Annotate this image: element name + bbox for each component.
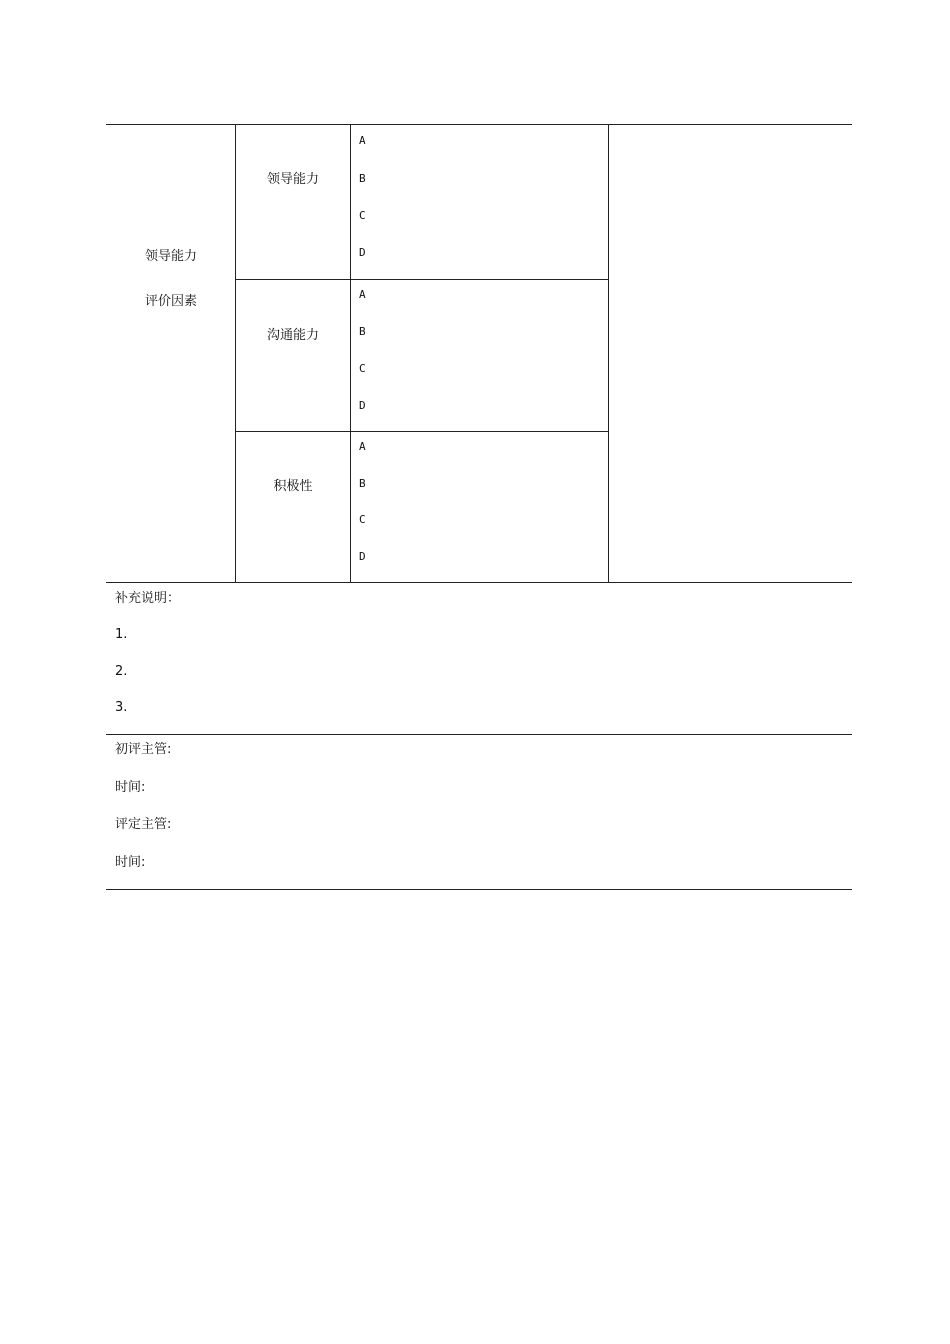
supplement-item: 3. [115,700,128,715]
supplement-heading: 补充说明： [115,591,181,606]
grade-option: A [359,440,366,453]
factor-name-leadership: 领导能力 [266,172,320,187]
time-label-1: 时间: [115,780,146,795]
grade-option: D [359,399,366,412]
grade-option: C [359,362,366,375]
grade-option: C [359,513,366,526]
grade-option: B [359,477,366,490]
grade-option: B [359,172,366,185]
grade-option: D [359,550,366,563]
supplement-item: 2. [115,664,128,679]
grade-option: D [359,246,366,259]
grade-option: B [359,325,366,338]
time-label-2: 时间: [115,855,146,870]
column-divider-1 [235,124,236,582]
category-label-line2: 评价因素 [144,294,198,309]
signature-bottom-border [106,889,852,890]
initial-supervisor-label: 初评主管: [115,742,172,757]
factor-name-initiative: 积极性 [273,479,313,494]
table-top-border [106,124,852,125]
grade-option: A [359,134,366,147]
row-divider-2 [236,431,608,432]
grade-option: C [359,209,366,222]
column-divider-3 [608,124,609,582]
supplement-item: 1. [115,627,128,642]
column-divider-2 [350,124,351,582]
table-bottom-border [106,582,852,583]
grade-option: A [359,288,366,301]
row-divider-1 [236,279,608,280]
category-label-line1: 领导能力 [144,249,198,264]
final-supervisor-label: 评定主管: [115,817,172,832]
supplement-bottom-border [106,734,852,735]
factor-name-communication: 沟通能力 [266,328,320,343]
